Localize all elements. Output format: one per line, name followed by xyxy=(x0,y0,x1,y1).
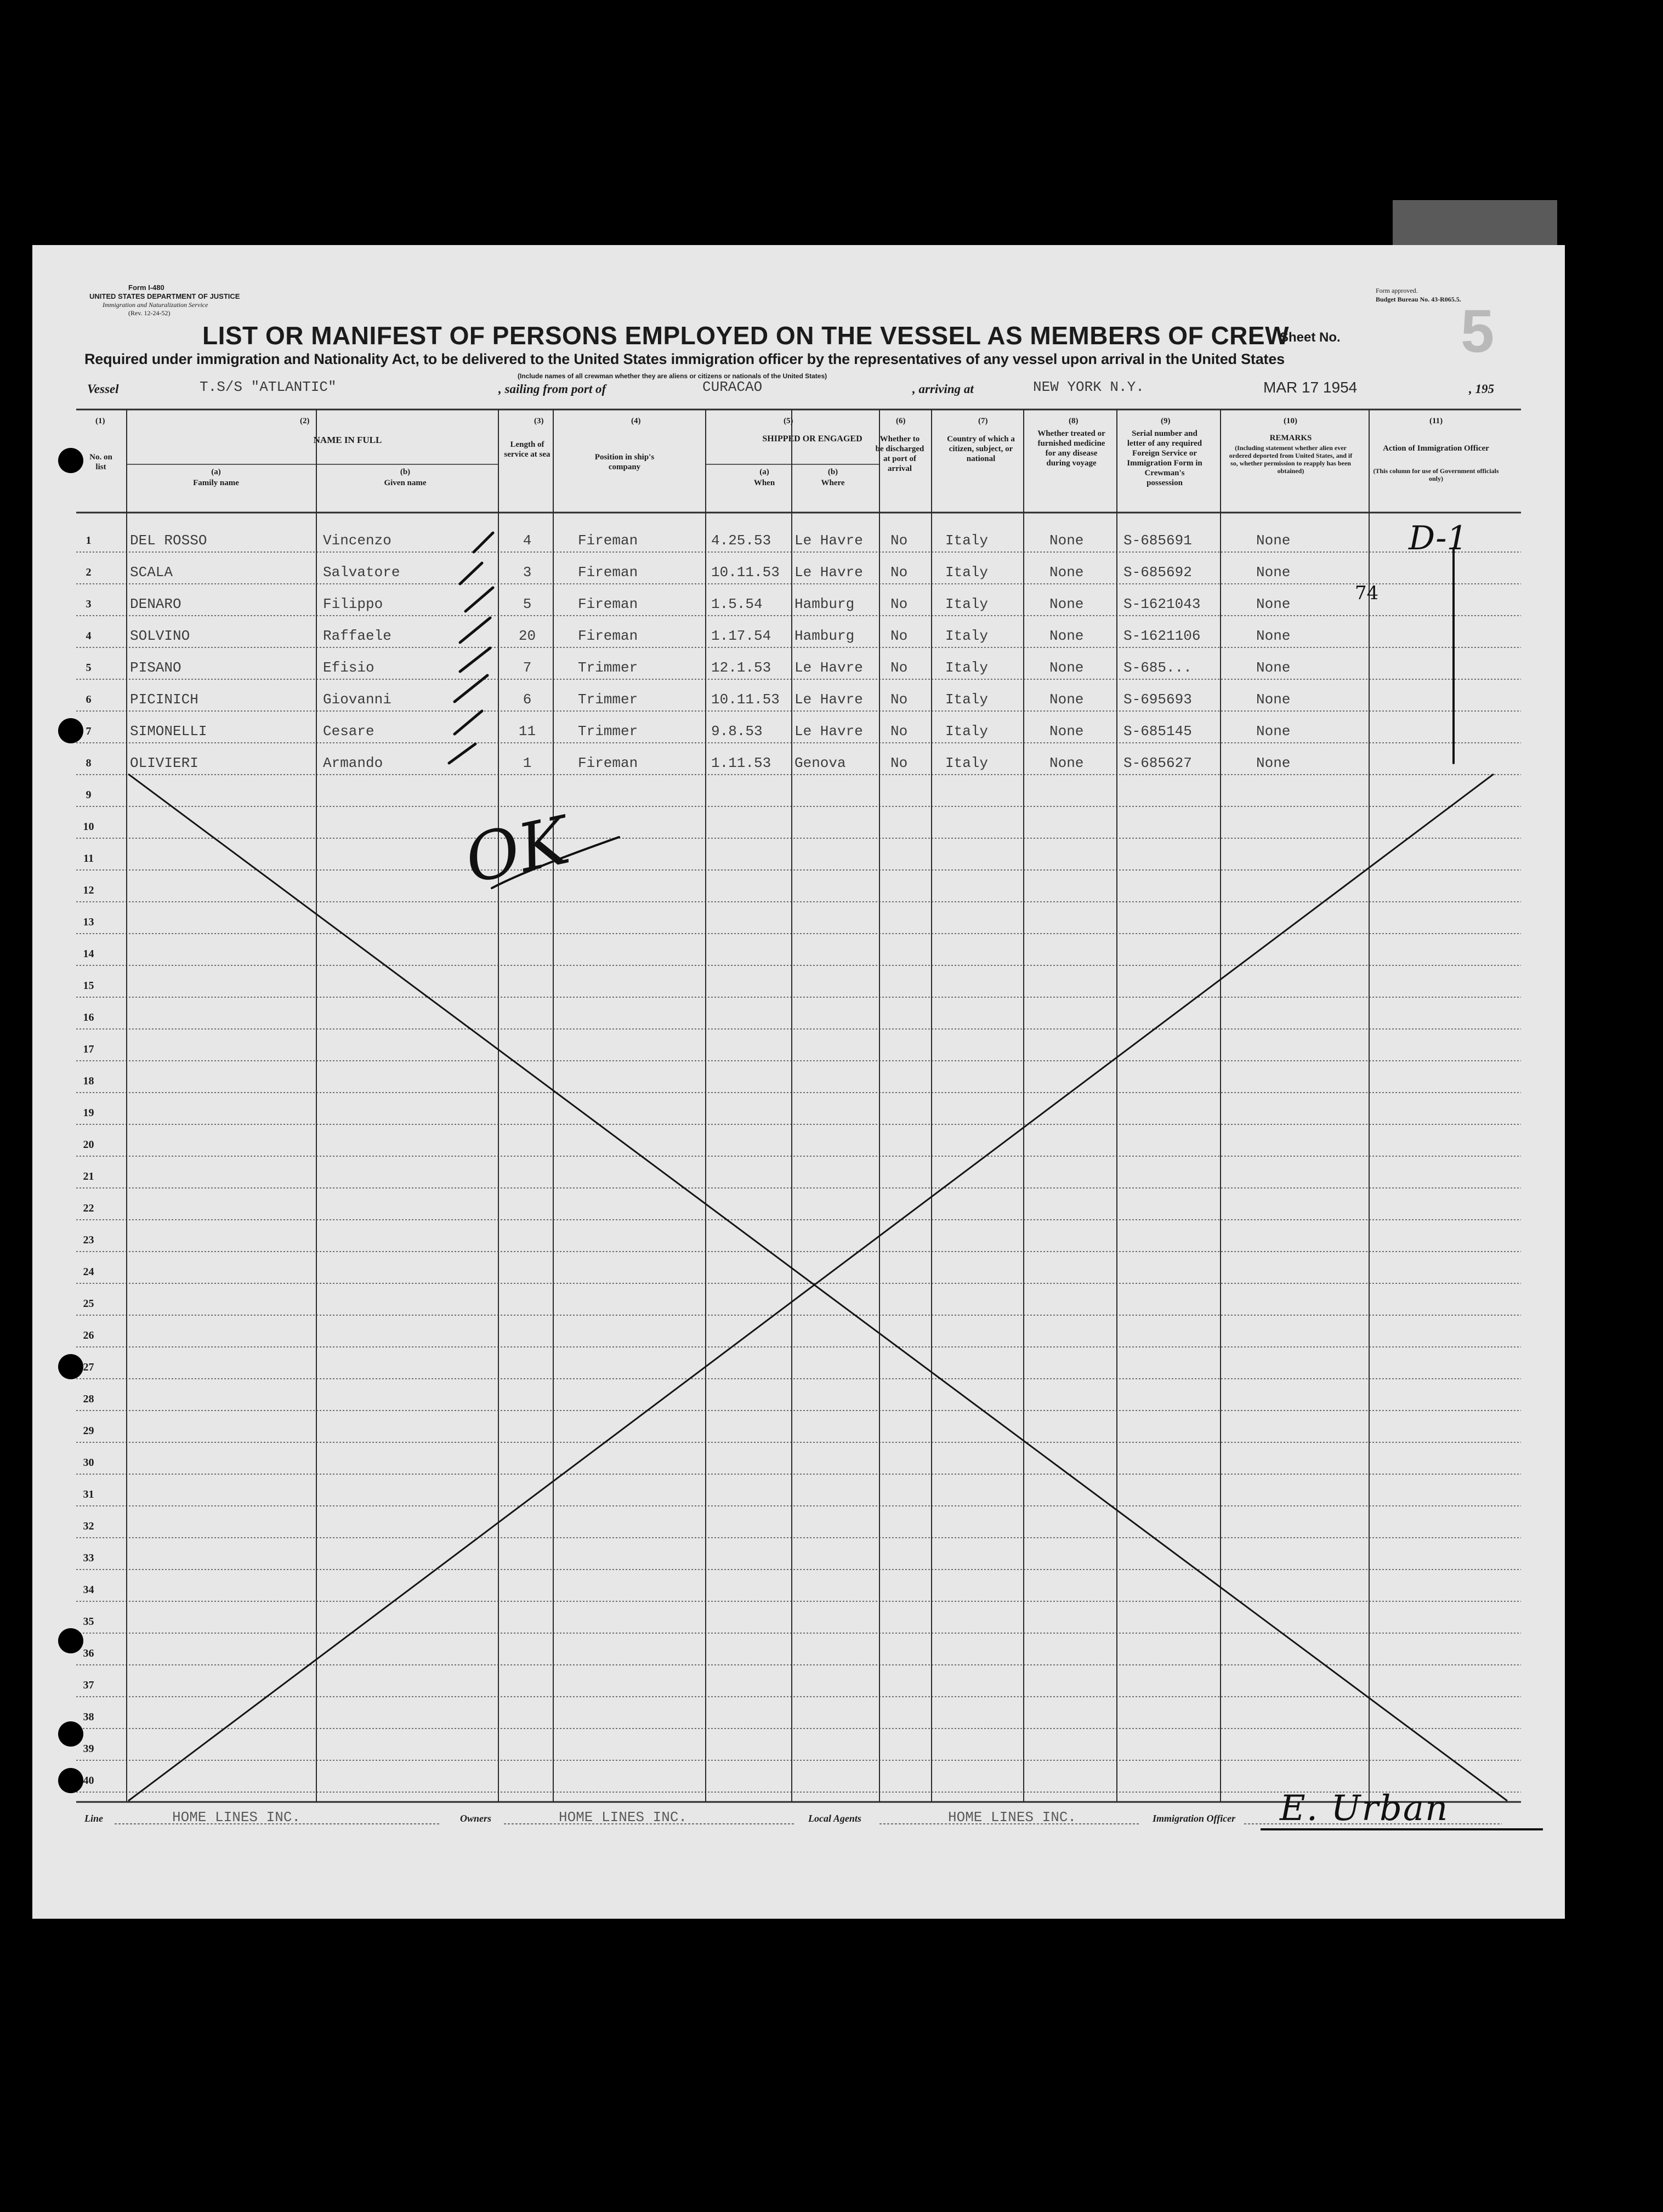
cell-given: Efisio xyxy=(323,659,374,676)
row-number: 25 xyxy=(83,1298,94,1310)
header-family-name: Family name xyxy=(193,479,239,487)
cell-remarks: None xyxy=(1256,755,1291,771)
cell-when: 10.11.53 xyxy=(711,564,780,581)
cell-when: 1.17.54 xyxy=(711,628,771,644)
header-treated: Whether treated or furnished medicine for any disease during voyage xyxy=(1037,429,1105,468)
cell-family: PISANO xyxy=(130,659,181,676)
vessel-name: T.S/S "ATLANTIC" xyxy=(200,379,337,395)
cell-discharged: No xyxy=(890,532,908,549)
cell-family: DEL ROSSO xyxy=(130,532,207,549)
row-number: 26 xyxy=(83,1329,94,1341)
cell-country: Italy xyxy=(945,564,989,581)
cell-treated: None xyxy=(1049,755,1084,771)
row-number: 8 xyxy=(86,757,92,769)
row-number: 39 xyxy=(83,1743,94,1755)
cell-discharged: No xyxy=(890,628,908,644)
cell-length: 3 xyxy=(523,564,532,581)
row-number: 28 xyxy=(83,1393,94,1405)
row-number: 19 xyxy=(83,1107,94,1119)
row-number: 40 xyxy=(83,1775,94,1787)
col-num-5: (5) xyxy=(784,417,793,425)
header-no-on-list: No. on list xyxy=(89,453,112,471)
header-given-name: Given name xyxy=(384,479,427,487)
cell-length: 11 xyxy=(518,723,536,740)
cell-given: Raffaele xyxy=(323,628,391,644)
row-number: 10 xyxy=(83,821,94,833)
cell-serial: S-685691 xyxy=(1123,532,1192,549)
cell-treated: None xyxy=(1049,532,1084,549)
cell-discharged: No xyxy=(890,723,908,740)
col-num-8: (8) xyxy=(1069,417,1079,425)
cell-remarks: None xyxy=(1256,596,1291,612)
cell-family: OLIVIERI xyxy=(130,755,198,771)
header-given-letter: (b) xyxy=(400,468,411,476)
cell-length: 4 xyxy=(523,532,532,549)
row-number: 1 xyxy=(86,534,92,547)
header-action-note: (This column for use of Government officials only) xyxy=(1373,467,1499,482)
cell-position: Fireman xyxy=(578,628,638,644)
cell-position: Fireman xyxy=(578,596,638,612)
cell-position: Trimmer xyxy=(578,659,638,676)
cell-where: Hamburg xyxy=(794,596,855,612)
revision: (Rev. 12-24-52) xyxy=(128,309,171,317)
line-value: HOME LINES INC. xyxy=(172,1809,301,1826)
col-num-4: (4) xyxy=(631,417,641,425)
col-num-11: (11) xyxy=(1429,417,1443,425)
cell-given: Cesare xyxy=(323,723,374,740)
manifest-sheet xyxy=(32,245,1565,1919)
form-title: LIST OR MANIFEST OF PERSONS EMPLOYED ON THE VESSEL AS MEMBERS OF CREW xyxy=(202,321,1289,350)
cell-family: SIMONELLI xyxy=(130,723,207,740)
cell-position: Fireman xyxy=(578,564,638,581)
cell-when: 10.11.53 xyxy=(711,691,780,708)
row-number: 16 xyxy=(83,1011,94,1023)
department: UNITED STATES DEPARTMENT OF JUSTICE xyxy=(89,292,240,300)
row-number: 17 xyxy=(83,1043,94,1055)
row-number: 22 xyxy=(83,1202,94,1214)
header-where: Where xyxy=(821,479,845,487)
arrival-port: NEW YORK N.Y. xyxy=(1033,379,1144,395)
footer-lines xyxy=(32,245,1565,1919)
row-number: 15 xyxy=(83,980,94,992)
header-when-letter: (a) xyxy=(759,468,769,476)
row-number: 33 xyxy=(83,1552,94,1564)
row-number: 20 xyxy=(83,1139,94,1151)
cell-country: Italy xyxy=(945,659,989,676)
service: Immigration and Naturalization Service xyxy=(103,301,208,309)
row-number: 21 xyxy=(83,1170,94,1182)
cell-family: DENARO xyxy=(130,596,181,612)
port-of-sailing: CURACAO xyxy=(702,379,763,395)
cell-where: Le Havre xyxy=(794,564,863,581)
header-remarks-note: (Including statement whether alien ever ordered deported from United States, and if so, whether permission to reapply has been obtained) xyxy=(1229,444,1353,475)
crew-note: (Include names of all crewman whether they are aliens or citizens or nationals of the United States) xyxy=(518,372,827,380)
row-number: 13 xyxy=(83,916,94,928)
arrival-date: MAR 17 1954 xyxy=(1263,379,1358,396)
cell-position: Fireman xyxy=(578,532,638,549)
vessel-label: Vessel xyxy=(87,382,119,396)
header-serial: Serial number and letter of any required Foreign Service or Immigration Form in Crewman's possession xyxy=(1127,429,1202,487)
number-note: 74 xyxy=(1355,582,1379,604)
arriving-label: , arriving at xyxy=(912,382,974,396)
header-when: When xyxy=(753,479,775,487)
cell-where: Le Havre xyxy=(794,723,863,740)
row-number: 38 xyxy=(83,1711,94,1723)
col-num-1: (1) xyxy=(95,417,105,425)
cell-remarks: None xyxy=(1256,691,1291,708)
col-num-2: (2) xyxy=(300,417,310,425)
cell-given: Salvatore xyxy=(323,564,400,581)
row-number: 4 xyxy=(86,630,92,642)
header-position: Position in ship's company xyxy=(594,453,655,471)
owners-value: HOME LINES INC. xyxy=(559,1809,688,1826)
line-label: Line xyxy=(84,1813,103,1824)
cell-serial: S-1621043 xyxy=(1123,596,1201,612)
cell-country: Italy xyxy=(945,596,989,612)
agents-value: HOME LINES INC. xyxy=(948,1809,1077,1826)
row-number: 36 xyxy=(83,1647,94,1659)
row-number: 29 xyxy=(83,1425,94,1437)
cell-remarks: None xyxy=(1256,659,1291,676)
cell-serial: S-685145 xyxy=(1123,723,1192,740)
col-num-9: (9) xyxy=(1161,417,1171,425)
row-number: 5 xyxy=(86,662,92,674)
row-number: 35 xyxy=(83,1616,94,1628)
cell-discharged: No xyxy=(890,596,908,612)
cell-family: PICINICH xyxy=(130,691,198,708)
row-number: 11 xyxy=(83,852,94,865)
row-number: 7 xyxy=(86,725,92,737)
row-number: 24 xyxy=(83,1266,94,1278)
header-family-letter: (a) xyxy=(211,468,221,476)
cell-when: 9.8.53 xyxy=(711,723,763,740)
cell-country: Italy xyxy=(945,691,989,708)
cell-discharged: No xyxy=(890,659,908,676)
cell-when: 1.5.54 xyxy=(711,596,763,612)
cell-serial: S-1621106 xyxy=(1123,628,1201,644)
cell-treated: None xyxy=(1049,723,1084,740)
punch-hole-1 xyxy=(58,448,83,473)
cell-where: Hamburg xyxy=(794,628,855,644)
row-number: 32 xyxy=(83,1520,94,1532)
cell-serial: S-685692 xyxy=(1123,564,1192,581)
approval-line2: Budget Bureau No. 43-R065.5. xyxy=(1376,295,1461,303)
header-name-in-full: NAME IN FULL xyxy=(313,435,382,445)
action-mark: D-1 xyxy=(1409,519,1468,558)
cell-length: 5 xyxy=(523,596,532,612)
row-number: 3 xyxy=(86,598,92,610)
subtitle: Required under immigration and Nationality Act, to be delivered to the United States immigration officer by the representatives of any vessel upon arrival in the United States xyxy=(84,351,1285,367)
sheet-number: 5 xyxy=(1461,298,1495,365)
cell-given: Armando xyxy=(323,755,383,771)
cell-country: Italy xyxy=(945,628,989,644)
cell-given: Filippo xyxy=(323,596,383,612)
cell-treated: None xyxy=(1049,691,1084,708)
cell-treated: None xyxy=(1049,564,1084,581)
officer-label: Immigration Officer xyxy=(1153,1813,1236,1824)
cell-where: Le Havre xyxy=(794,532,863,549)
approval-line1: Form approved. xyxy=(1376,287,1418,294)
cell-when: 1.11.53 xyxy=(711,755,771,771)
row-number: 2 xyxy=(86,566,92,578)
col-num-10: (10) xyxy=(1284,417,1297,425)
col-num-3: (3) xyxy=(534,417,544,425)
header-remarks: REMARKS xyxy=(1269,434,1312,442)
header-length: Length of service at sea xyxy=(504,440,550,459)
year-suffix: , 195 xyxy=(1469,382,1494,396)
cell-treated: None xyxy=(1049,628,1084,644)
row-number: 31 xyxy=(83,1488,94,1500)
cell-remarks: None xyxy=(1256,628,1291,644)
punch-hole-6 xyxy=(58,1768,83,1793)
sailing-label: , sailing from port of xyxy=(498,382,606,396)
cell-given: Vincenzo xyxy=(323,532,391,549)
ok-mark: OK xyxy=(458,802,576,899)
header-discharged: Whether to be discharged at port of arrival xyxy=(875,435,924,473)
cell-serial: S-685... xyxy=(1123,659,1192,676)
col-num-6: (6) xyxy=(896,417,906,425)
header-action: Action of Immigration Officer xyxy=(1383,444,1489,453)
row-number: 30 xyxy=(83,1457,94,1469)
punch-hole-4 xyxy=(58,1628,83,1653)
cell-serial: S-695693 xyxy=(1123,691,1192,708)
cell-serial: S-685627 xyxy=(1123,755,1192,771)
form-number: Form I-480 xyxy=(128,283,164,292)
cell-where: Le Havre xyxy=(794,659,863,676)
cell-given: Giovanni xyxy=(323,691,391,708)
punch-hole-5 xyxy=(58,1721,83,1747)
cell-where: Le Havre xyxy=(794,691,863,708)
owners-label: Owners xyxy=(460,1813,492,1824)
row-number: 14 xyxy=(83,948,94,960)
row-number: 34 xyxy=(83,1584,94,1596)
cell-remarks: None xyxy=(1256,564,1291,581)
cell-discharged: No xyxy=(890,564,908,581)
row-number: 37 xyxy=(83,1679,94,1691)
cell-position: Fireman xyxy=(578,755,638,771)
header-shipped: SHIPPED OR ENGAGED xyxy=(762,434,862,443)
punch-hole-3 xyxy=(58,1354,83,1379)
cell-treated: None xyxy=(1049,659,1084,676)
cell-length: 20 xyxy=(518,628,536,644)
cell-where: Genova xyxy=(794,755,846,771)
header-country: Country of which a citizen, subject, or national xyxy=(947,435,1015,463)
cell-discharged: No xyxy=(890,755,908,771)
row-number: 6 xyxy=(86,693,92,706)
cell-length: 7 xyxy=(523,659,532,676)
row-number: 12 xyxy=(83,884,94,896)
cell-family: SCALA xyxy=(130,564,173,581)
punch-hole-2 xyxy=(58,718,83,743)
cell-discharged: No xyxy=(890,691,908,708)
officer-signature: E. Urban xyxy=(1280,1788,1449,1829)
cell-country: Italy xyxy=(945,723,989,740)
row-number: 27 xyxy=(83,1361,94,1373)
cell-remarks: None xyxy=(1256,532,1291,549)
row-number: 9 xyxy=(86,789,92,801)
agents-label: Local Agents xyxy=(808,1813,861,1824)
sheet-label: Sheet No. xyxy=(1280,330,1341,345)
header-where-letter: (b) xyxy=(827,468,838,476)
cell-remarks: None xyxy=(1256,723,1291,740)
col-num-7: (7) xyxy=(978,417,988,425)
cell-when: 4.25.53 xyxy=(711,532,771,549)
cell-treated: None xyxy=(1049,596,1084,612)
row-number: 18 xyxy=(83,1075,94,1087)
cell-length: 1 xyxy=(523,755,532,771)
row-number: 23 xyxy=(83,1234,94,1246)
cell-family: SOLVINO xyxy=(130,628,190,644)
cell-position: Trimmer xyxy=(578,723,638,740)
cell-length: 6 xyxy=(523,691,532,708)
cell-country: Italy xyxy=(945,755,989,771)
cell-when: 12.1.53 xyxy=(711,659,771,676)
cell-country: Italy xyxy=(945,532,989,549)
cell-position: Trimmer xyxy=(578,691,638,708)
